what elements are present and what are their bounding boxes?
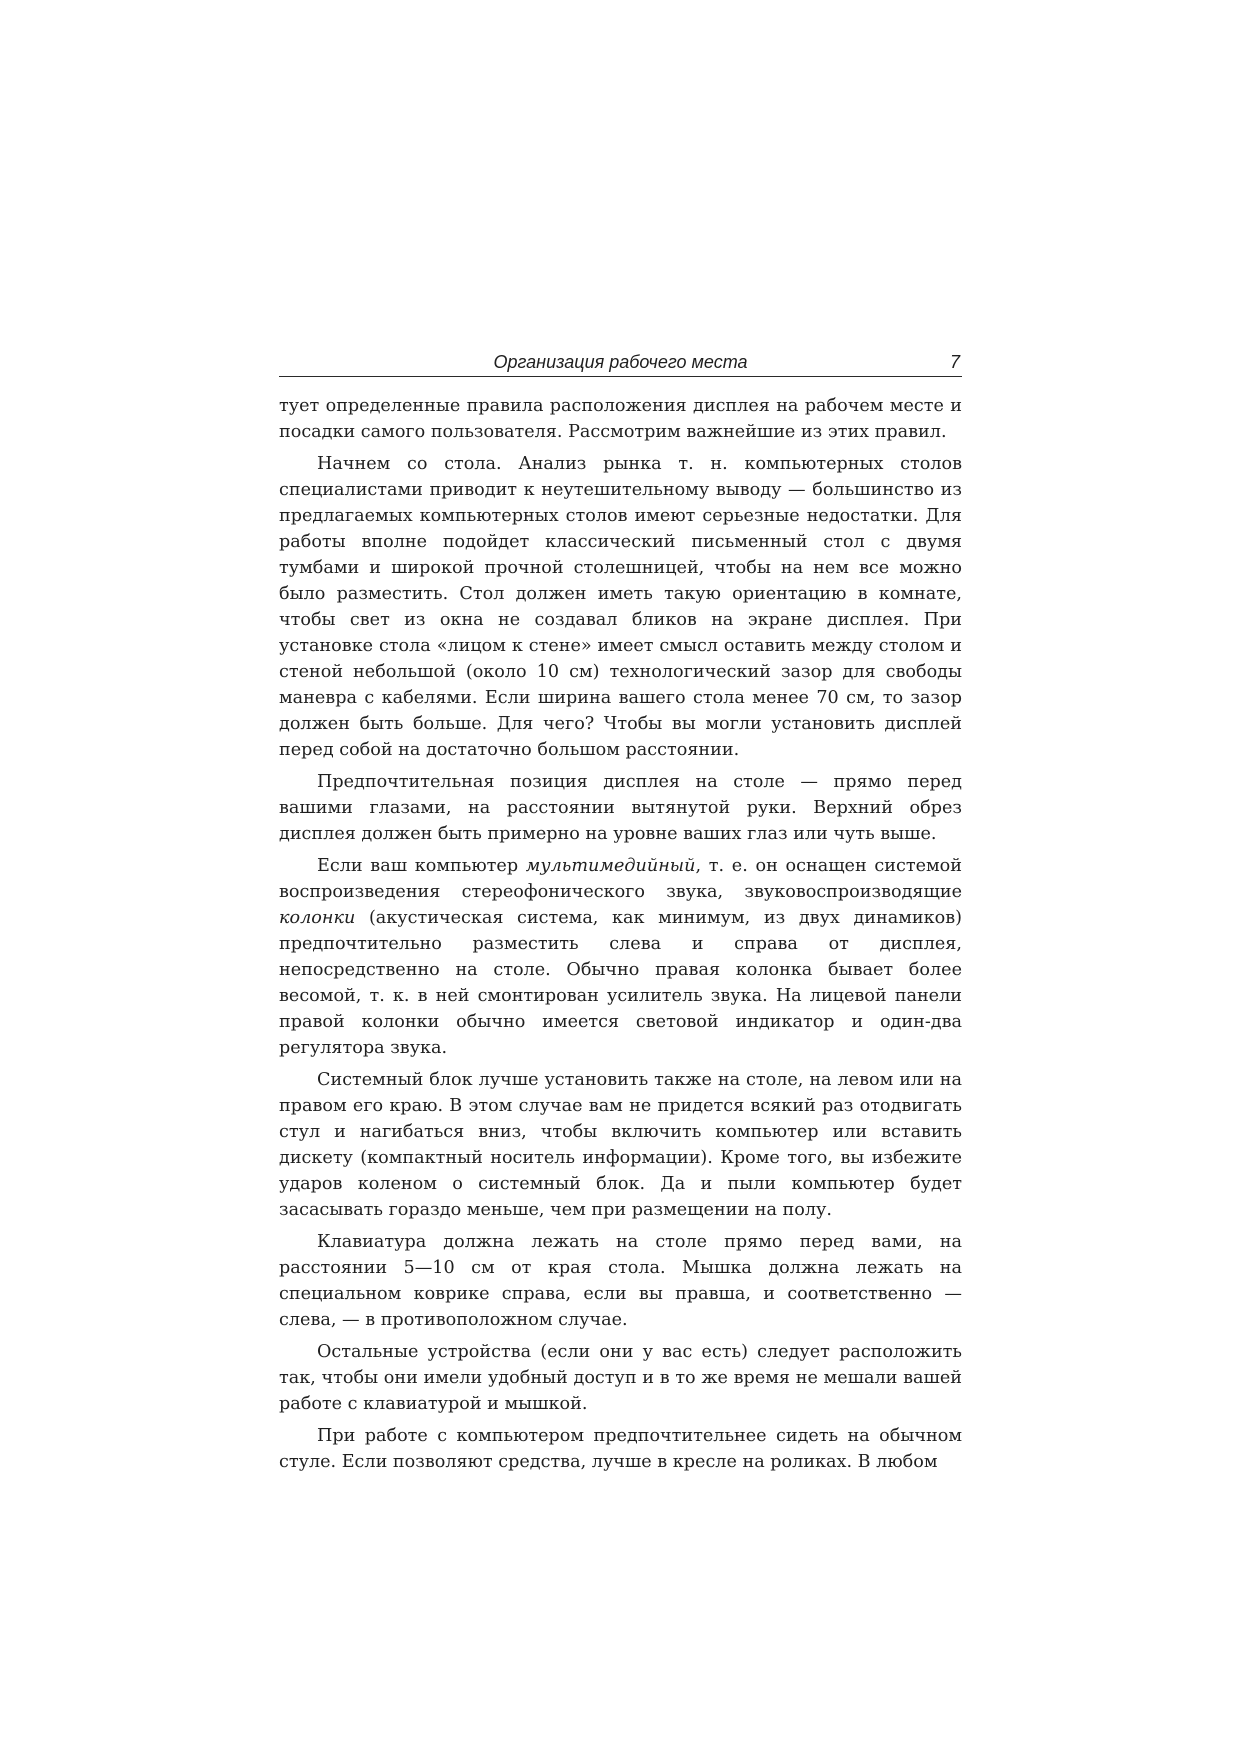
paragraph-4 (279, 853, 962, 1061)
paragraph-4-part-3: (акустическая система, как минимум, из двух динамиков) предпочтительно разместить слева и справа от дисплея, непосредственно на столе. Обычно правая колонка бывает более весомой, т. к. в ней смонтирован усилитель звука. На лицевой панели правой колонки обычно имеется световой индикатор и один-два регулятора звука. (279, 908, 962, 1058)
term-multimedia: мультимедийный (525, 856, 696, 876)
body-text (279, 393, 962, 1475)
page-header (279, 350, 962, 377)
paragraph-7: Остальные устройства (если они у вас есть) следует расположить так, чтобы они имели удобный доступ и в то же время не мешали вашей работе с клавиатурой и мышкой. (279, 1342, 962, 1414)
paragraph-2: Начнем со стола. Анализ рынка т. н. компьютерных столов специалистами приводит к неутешительному выводу — большинство из предлагаемых компьютерных столов имеют серьезные недостатки. Для работы вполне подойдет классический письменный стол с двумя тумбами и широкой прочной столешницей, чтобы на нем все можно было разместить. Стол должен иметь такую ориентацию в комнате, чтобы свет из окна не создавал бликов на экране дисплея. При установке стола «лицом к стене» имеет смысл оставить между столом и стеной небольшой (около 10 см) технологический зазор для свободы маневра с кабелями. Если ширина вашего стола менее 70 см, то зазор должен быть больше. Для чего? Чтобы вы могли установить дисплей перед собой на достаточно большом расстоянии. (279, 454, 962, 760)
term-speakers: колонки (279, 908, 356, 928)
page-number: 7 (949, 352, 960, 372)
paragraph-3: Предпочтительная позиция дисплея на столе — прямо перед вашими глазами, на расстоянии вытянутой руки. Верхний обрез дисплея должен быть примерно на уровне ваших глаз или чуть выше. (279, 772, 962, 844)
paragraph-6: Клавиатура должна лежать на столе прямо перед вами, на расстоянии 5—10 см от края стола. Мышка должна лежать на специальном коврике справа, если вы правша, и соответственно — слева, — в противоположном случае. (279, 1232, 962, 1330)
paragraph-4-part-1: Если ваш компьютер (317, 856, 526, 876)
paragraph-1: тует определенные правила расположения дисплея на рабочем месте и посадки самого пользователя. Рассмотрим важнейшие из этих правил. (279, 396, 962, 442)
paragraph-8: При работе с компьютером предпочтительнее сидеть на обычном стуле. Если позволяют средства, лучше в кресле на роликах. В любом (279, 1426, 962, 1472)
running-title: Организация рабочего места (493, 352, 748, 372)
paragraph-4-part-2: , т. е. он оснащен системой воспроизведения стереофонического звука, звуковоспроизводящие (279, 856, 962, 902)
paragraph-5: Системный блок лучше установить также на столе, на левом или на правом его краю. В этом случае вам не придется всякий раз отодвигать стул и нагибаться вниз, чтобы включить компьютер или вставить дискету (компактный носитель информации). Кроме того, вы избежите ударов коленом о системный блок. Да и пыли компьютер будет засасывать гораздо меньше, чем при размещении на полу. (279, 1070, 962, 1220)
